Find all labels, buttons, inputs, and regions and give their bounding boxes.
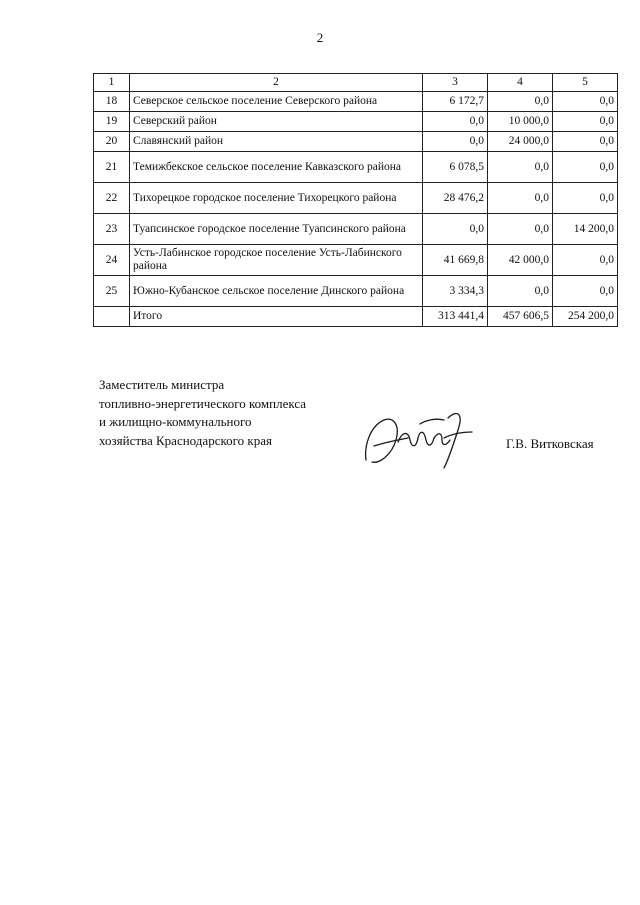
municipality-name: Усть-Лабинское городское поселение Усть-Лабинского района [130,245,423,276]
table-row [94,92,618,112]
value-col5: 0,0 [553,132,618,152]
value-col4: 0,0 [488,183,553,214]
value-col5: 0,0 [553,112,618,132]
municipality-name: Туапсинское городское поселение Туапсинского района [130,214,423,245]
table-row [94,132,618,152]
total-row [94,307,618,327]
value-col4: 0,0 [488,276,553,307]
value-col3: 6 078,5 [423,152,488,183]
official-position [99,376,306,450]
header-cell: 5 [553,74,618,92]
row-number: 22 [94,183,130,214]
row-number: 19 [94,112,130,132]
municipality-name: Славянский район [130,132,423,152]
header-cell: 1 [94,74,130,92]
value-col3: 28 476,2 [423,183,488,214]
table-header-row [94,74,618,92]
row-number: 23 [94,214,130,245]
table-row [94,152,618,183]
budget-table [93,73,618,327]
value-col3: 41 669,8 [423,245,488,276]
position-line: и жилищно-коммунального [99,414,252,429]
value-col3: 0,0 [423,214,488,245]
row-number: 25 [94,276,130,307]
position-line: хозяйства Краснодарского края [99,432,272,448]
table-row [94,112,618,132]
total-col4: 457 606,5 [488,307,553,327]
total-col5: 254 200,0 [553,307,618,327]
value-col5: 0,0 [553,245,618,276]
value-col5: 0,0 [553,183,618,214]
value-col3: 3 334,3 [423,276,488,307]
total-number-cell [94,307,130,327]
position-line: топливно-энергетического комплекса [99,395,307,411]
total-label: Итого [130,307,423,327]
page-number: 2 [316,30,324,45]
signatory-name: Г.В. Витковская [506,436,594,451]
row-number: 18 [94,92,130,112]
value-col4: 0,0 [488,92,553,112]
municipality-name: Темижбекское сельское поселение Кавказского района [130,152,423,183]
value-col4: 0,0 [488,152,553,183]
municipality-name: Южно-Кубанское сельское поселение Динского района [130,276,423,307]
value-col4: 0,0 [488,214,553,245]
value-col5: 0,0 [553,276,618,307]
table-row [94,183,618,214]
value-col4: 42 000,0 [488,245,553,276]
municipality-name: Северское сельское поселение Северского района [130,92,423,112]
table-row [94,276,618,307]
value-col3: 0,0 [423,132,488,152]
value-col4: 10 000,0 [488,112,553,132]
position-line: Заместитель министра [99,377,225,392]
handwritten-signature [360,402,480,472]
value-col4: 24 000,0 [488,132,553,152]
value-col3: 0,0 [423,112,488,132]
value-col5: 0,0 [553,92,618,112]
table-row [94,245,618,276]
row-number: 20 [94,132,130,152]
table-row [94,214,618,245]
total-col3: 313 441,4 [423,307,488,327]
row-number: 24 [94,245,130,276]
value-col3: 6 172,7 [423,92,488,112]
value-col5: 0,0 [553,152,618,183]
header-cell: 2 [130,74,423,92]
header-cell: 3 [423,74,488,92]
municipality-name: Северский район [130,112,423,132]
municipality-name: Тихорецкое городское поселение Тихорецкого района [130,183,423,214]
row-number: 21 [94,152,130,183]
value-col5: 14 200,0 [553,214,618,245]
header-cell: 4 [488,74,553,92]
